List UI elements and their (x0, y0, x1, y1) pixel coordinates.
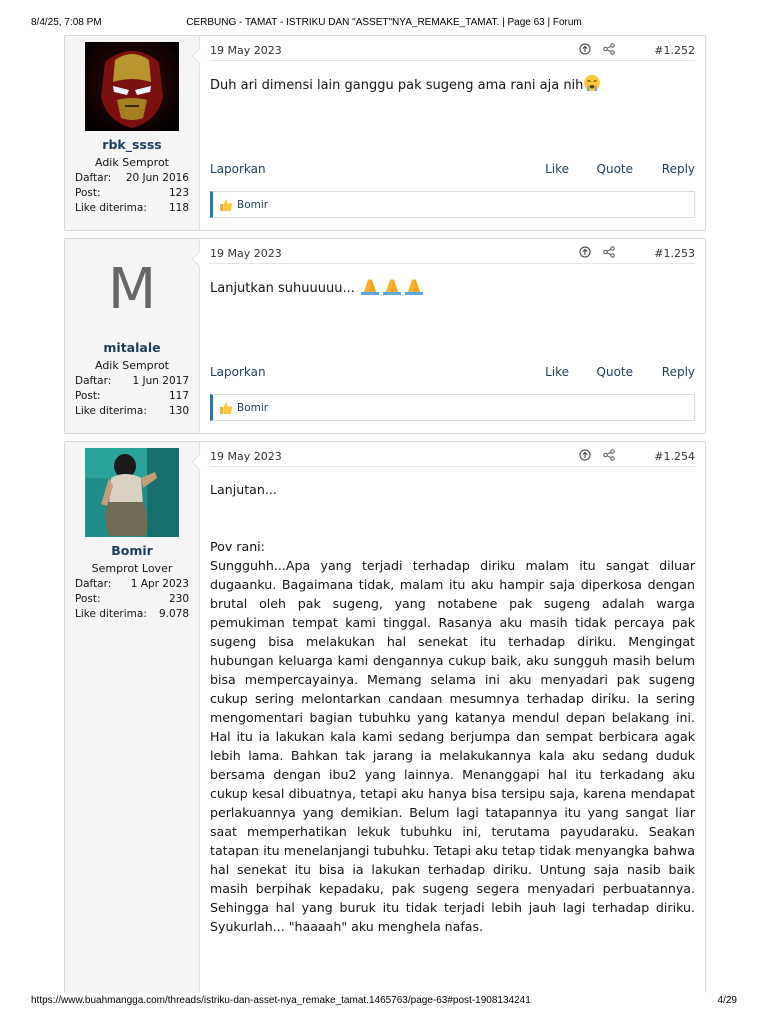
post-main (200, 36, 705, 230)
user-stats (75, 172, 189, 217)
share-icon[interactable] (603, 449, 615, 461)
folded-hands-emoji-icon (359, 277, 425, 295)
stat-joined: 20 Jun 2016 (125, 172, 189, 184)
user-stats (75, 375, 189, 420)
username[interactable]: rbk_ssss (102, 137, 162, 152)
user-title: Adik Semprot (94, 359, 169, 372)
print-header (31, 17, 737, 31)
post-message (210, 74, 695, 95)
thumbs-up-icon (219, 198, 233, 212)
user-avatar-letter[interactable]: M (85, 245, 179, 334)
post-message (210, 480, 695, 955)
stat-likes: 9.078 (158, 608, 189, 620)
stat-label-likes: Like diterima: (75, 608, 147, 620)
arrow-up-circle-icon[interactable] (579, 449, 591, 461)
post-date[interactable]: 19 May 2023 (210, 44, 282, 57)
stat-label-likes: Like diterima: (75, 202, 147, 214)
post-header (210, 442, 695, 467)
post-number[interactable]: #1.252 (654, 44, 695, 57)
reply-button[interactable]: Reply (661, 162, 695, 176)
like-button[interactable]: Like (545, 162, 569, 176)
post-1254 (64, 441, 706, 993)
stat-posts: 123 (168, 187, 189, 199)
post-main (200, 239, 705, 433)
print-datetime: 8/4/25, 7:08 PM (31, 17, 102, 28)
user-stats (75, 578, 189, 623)
print-page-title: CERBUNG - TAMAT - ISTRIKU DAN "ASSET"NYA_REMAKE_TAMAT. | Page 63 | Forum (186, 17, 582, 28)
stat-label-joined: Daftar: (75, 172, 112, 184)
user-title: Semprot Lover (91, 562, 173, 575)
reactions-bar (210, 394, 695, 421)
paragraph: Pov rani: (210, 539, 265, 554)
stat-likes: 118 (168, 202, 189, 214)
ironman-helmet-avatar (85, 42, 179, 131)
quote-button[interactable]: Quote (596, 162, 633, 176)
thumbs-up-icon (219, 401, 233, 415)
stat-posts: 117 (168, 390, 189, 402)
user-title: Adik Semprot (94, 156, 169, 169)
arrow-up-circle-icon[interactable] (579, 43, 591, 55)
username[interactable]: Bomir (111, 543, 153, 558)
stat-label-likes: Like diterima: (75, 405, 147, 417)
post-number[interactable]: #1.254 (654, 450, 695, 463)
share-icon[interactable] (603, 246, 615, 258)
stat-likes: 130 (168, 405, 189, 417)
post-1252 (64, 35, 706, 231)
user-avatar[interactable] (85, 42, 179, 131)
paragraph-gap (210, 499, 695, 518)
like-button[interactable]: Like (545, 365, 569, 379)
print-url: https://www.buahmangga.com/threads/istriku-dan-asset-nya_remake_tamat.1465763/page-63#post-1908134241 (31, 995, 531, 1006)
post-header (210, 36, 695, 61)
post-user-panel (65, 442, 200, 993)
stat-label-posts: Post: (75, 593, 101, 605)
post-main (200, 442, 705, 993)
post-header (210, 239, 695, 264)
post-user-panel (65, 36, 200, 230)
post-date[interactable]: 19 May 2023 (210, 247, 282, 260)
post-message (210, 277, 695, 298)
quote-button[interactable]: Quote (596, 365, 633, 379)
report-link[interactable]: Laporkan (210, 162, 266, 176)
post-user-panel (65, 239, 200, 433)
report-link[interactable]: Laporkan (210, 365, 266, 379)
stat-joined: 1 Jun 2017 (132, 375, 189, 387)
user-avatar[interactable] (85, 448, 179, 537)
print-footer (31, 995, 737, 1009)
stat-label-joined: Daftar: (75, 375, 112, 387)
post-number[interactable]: #1.253 (654, 247, 695, 260)
reaction-user[interactable]: Bomir (237, 199, 269, 211)
crying-face-emoji-icon (583, 74, 601, 92)
paragraph: Sungguhh...Apa yang terjadi terhadap diriku malam itu sangat diluar dugaanku. Bagaimana tidak, malam itu aku hampir saja diperkosa dengan brutal oleh pak sugeng, yang notabene pak sugeng adalah warga pemukiman tempat kami tinggal. Rasanya aku masih tidak percaya pak sugeng bisa melakukan hal senekat itu terhadap diriku. Mengingat hubungan keluarga kami dengannya cukup baik, aku sungguh masih belum bisa mempercayainya. Memang selama ini aku menyadari pak sugeng cukup sering melontarkan candaan mesumnya terhadap diriku. Ia sering mengomentari bagian tubuhku yang katanya mendul depan belakang ini. Hal itu ia lakukan kala kami sedang berjumpa dan sempat berbicara agak lebih lama. Bahkan tak jarang ia melakukannya kala aku sedang duduk bersama dengan ibu2 yang lainnya. Menanggapi hal itu terkadang aku cukup kesal dibuatnya, tetapi aku hanya bisa tersipu saja, karena mendapat perlakuannya yang demikian. Belum lagi tatapannya itu yang sangat liar saat memperhatikan lekuk tubuhku ini, terutama payudaraku. Seakan tatapan itu menelanjangi tubuhku. Tetapi aku tetap tidak menyangka bahwa hal senekat itu bisa ia lakukan terhadap diriku. Untung saja nasib baik masih berpihak kepadaku, pak sugeng segera menyadari perbuatannya. Sehingga hal yang buruk itu tidak terjadi lebih jauh lagi terhadap diriku. Syukurlah... "haaaah" aku menghela nafas. (210, 558, 695, 934)
reply-button[interactable]: Reply (661, 365, 695, 379)
reaction-user[interactable]: Bomir (237, 402, 269, 414)
post-1253 (64, 238, 706, 434)
share-icon[interactable] (603, 43, 615, 55)
stat-label-joined: Daftar: (75, 578, 112, 590)
stat-label-posts: Post: (75, 187, 101, 199)
woman-photo-avatar (85, 448, 179, 537)
message-text: Lanjutkan suhuuuuu... (210, 281, 355, 296)
paragraph: Lanjutan... (210, 482, 277, 497)
message-text: Duh ari dimensi lain ganggu pak sugeng ama rani aja nih (210, 78, 584, 93)
post-actions (210, 162, 695, 178)
stat-label-posts: Post: (75, 390, 101, 402)
reactions-bar (210, 191, 695, 218)
arrow-up-circle-icon[interactable] (579, 246, 591, 258)
paragraph-gap (210, 936, 695, 955)
stat-joined: 1 Apr 2023 (130, 578, 189, 590)
post-actions (210, 365, 695, 381)
post-date[interactable]: 19 May 2023 (210, 450, 282, 463)
username[interactable]: mitalale (103, 340, 161, 355)
paragraph-gap (210, 518, 695, 537)
stat-posts: 230 (168, 593, 189, 605)
print-page-number: 4/29 (717, 995, 737, 1006)
